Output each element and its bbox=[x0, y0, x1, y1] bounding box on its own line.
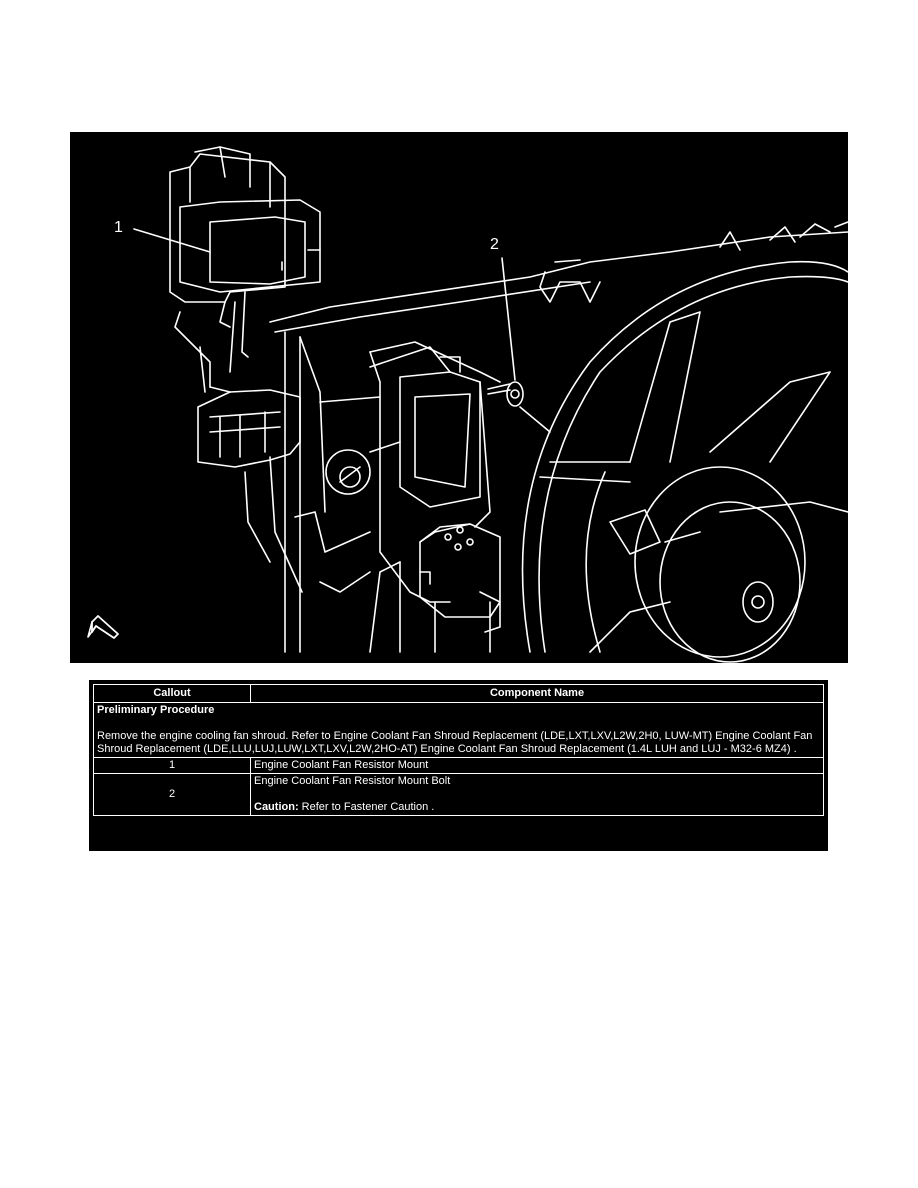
header-callout: Callout bbox=[94, 685, 251, 703]
table-row bbox=[94, 774, 824, 816]
fan-shroud-drawing bbox=[270, 232, 848, 652]
component-name: Engine Coolant Fan Resistor Mount bbox=[251, 758, 824, 774]
callout-number: 2 bbox=[94, 774, 251, 816]
component-illustration bbox=[70, 132, 848, 663]
resistor-mount-drawing bbox=[170, 147, 320, 392]
callout-label-1: 1 bbox=[114, 219, 123, 236]
preliminary-procedure-row bbox=[94, 703, 824, 758]
resistor-pocket-drawing bbox=[370, 347, 490, 527]
preliminary-procedure-text: Remove the engine cooling fan shroud. Refer to Engine Coolant Fan Shroud Replacement (LDE,LXT,LXV,L2W,2H0, LUW-MT) Engine Coolant Fan Shroud Replacement (LDE,LLU,LUJ,LUW,LXT,LXV,L2W,2HO-AT) Engine Coolant Fan Shroud Replacement (1.4L LUH and LUJ - M32-6 MZ4) . bbox=[97, 730, 813, 755]
callout-table bbox=[93, 684, 824, 816]
header-component-name: Component Name bbox=[251, 685, 824, 703]
connector-block-drawing bbox=[198, 390, 302, 592]
caution-note bbox=[254, 801, 820, 814]
component-name-cell bbox=[251, 774, 824, 816]
callout-number: 1 bbox=[94, 758, 251, 774]
caution-text: Refer to Fastener Caution . bbox=[298, 801, 435, 813]
preliminary-procedure-cell bbox=[94, 703, 824, 758]
table-header-row bbox=[94, 685, 824, 703]
component-name: Engine Coolant Fan Resistor Mount Bolt bbox=[254, 775, 451, 787]
table-row bbox=[94, 758, 824, 774]
mount-bolt-drawing bbox=[488, 382, 550, 432]
connector-plug-drawing bbox=[420, 524, 500, 652]
callout-label-2: 2 bbox=[490, 236, 499, 253]
direction-arrow-icon bbox=[88, 616, 118, 638]
line-drawing bbox=[70, 132, 848, 663]
caution-label: Caution: bbox=[254, 801, 299, 813]
callout-table-container bbox=[89, 680, 828, 851]
preliminary-procedure-title: Preliminary Procedure bbox=[97, 704, 215, 716]
cooling-fan-drawing bbox=[523, 262, 849, 662]
